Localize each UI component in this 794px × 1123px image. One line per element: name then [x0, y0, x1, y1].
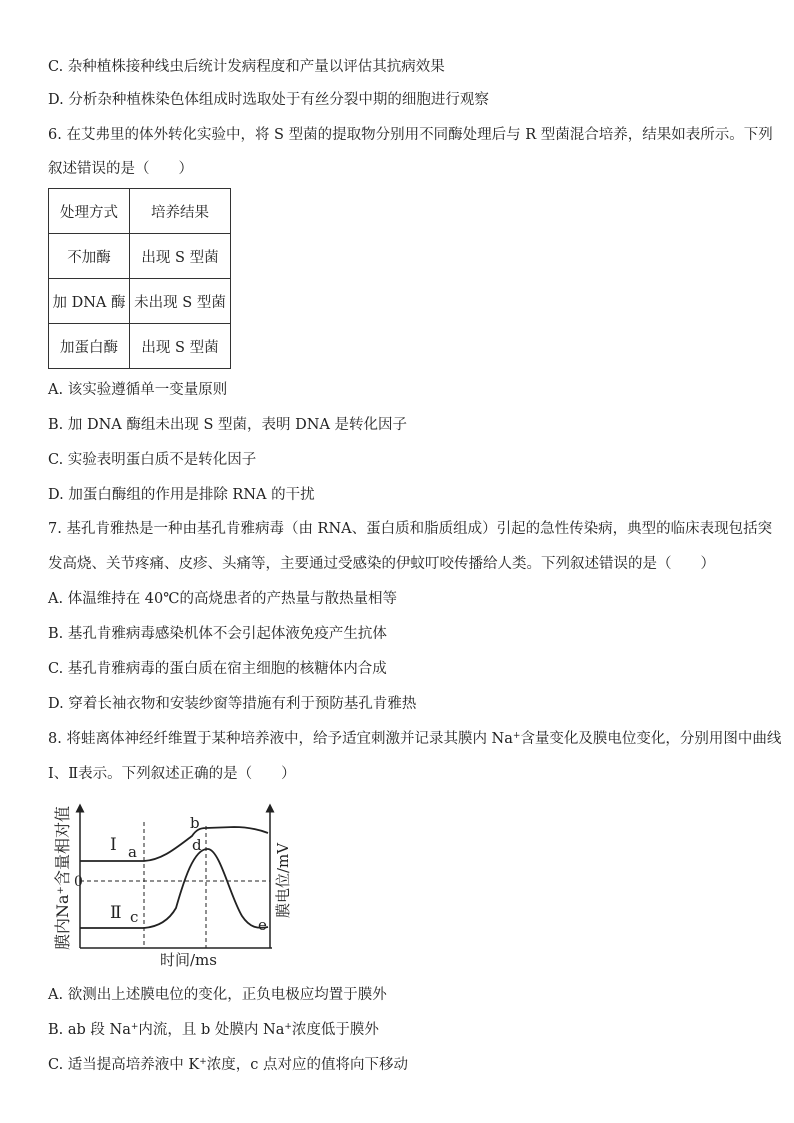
point-b-label: b	[190, 814, 200, 832]
superscript: +	[199, 1057, 207, 1067]
superscript: +	[130, 1022, 139, 1032]
q8-option-b-text: 内流，且 b 处膜内 Na	[138, 1022, 285, 1038]
table-header-cell: 培养结果	[130, 189, 231, 234]
right-axis-label: 膜电位/mV	[274, 842, 292, 918]
q8-option-b	[48, 1020, 379, 1040]
x-axis-label: 时间/ms	[160, 951, 217, 969]
table-cell: 加蛋白酶	[49, 324, 130, 369]
q6-option-d: D. 加蛋白酶组的作用是排除 RNA 的干扰	[48, 487, 315, 503]
point-c-label: c	[130, 908, 139, 926]
curve-2-label: Ⅱ	[110, 903, 122, 923]
q6-stem-line1: 6. 在艾弗里的体外转化实验中，将 S 型菌的提取物分别用不同酶处理后与 R 型菌混合培养，结果如表所示。下列	[48, 127, 773, 143]
table-row	[49, 324, 231, 369]
q8-stem-line1	[48, 729, 781, 749]
q6-option-a: A. 该实验遵循单一变量原则	[48, 382, 228, 398]
q6-result-table	[48, 188, 231, 369]
q8-option-c-text: 浓度，c 点对应的值将向下移动	[206, 1057, 409, 1073]
q8-stem-line2: Ⅰ、Ⅱ表示。下列叙述正确的是（ ）	[48, 766, 296, 782]
q7-option-d: D. 穿着长袖衣物和安装纱窗等措施有利于预防基孔肯雅热	[48, 696, 417, 712]
q7-option-a: A. 体温维持在 40℃的高烧患者的产热量与散热量相等	[48, 591, 397, 607]
table-cell: 出现 S 型菌	[130, 324, 231, 369]
table-cell: 不加酶	[49, 234, 130, 279]
q8-option-b-text: 浓度低于膜外	[291, 1022, 379, 1038]
q6-option-b: B. 加 DNA 酶组未出现 S 型菌，表明 DNA 是转化因子	[48, 417, 408, 433]
q6-stem-line2: 叙述错误的是（ ）	[48, 161, 193, 177]
point-d-label: d	[192, 836, 202, 854]
q5-option-c: C. 杂种植株接种线虫后统计发病程度和产量以评估其抗病效果	[48, 59, 445, 75]
q8-option-b-text: B. ab 段 Na	[48, 1022, 131, 1038]
q8-stem-text: 8. 将蛙离体神经纤维置于某种培养液中，给予适宜刺激并记录其膜内 Na	[48, 731, 513, 747]
q7-stem-line2: 发高烧、关节疼痛、皮疹、头痛等，主要通过受感染的伊蚊叮咬传播给人类。下列叙述错误的是（ ）	[48, 556, 715, 572]
q7-option-c: C. 基孔肯雅病毒的蛋白质在宿主细胞的核糖体内合成	[48, 661, 387, 677]
curve-1-label: Ⅰ	[110, 835, 117, 855]
table-header-row	[49, 189, 231, 234]
q8-option-c	[48, 1055, 408, 1075]
q8-stem-text: 含量变化及膜电位变化，分别用图中曲线	[520, 731, 782, 747]
q5-option-d: D. 分析杂种植株染色体组成时选取处于有丝分裂中期的细胞进行观察	[48, 92, 489, 108]
superscript: +	[512, 731, 521, 741]
point-e-label: e	[258, 916, 267, 934]
point-a-label: a	[128, 843, 137, 861]
table-cell: 未出现 S 型菌	[130, 279, 231, 324]
left-axis-label: 膜内Na⁺含量相对值	[53, 806, 72, 950]
membrane-potential-figure	[44, 800, 304, 970]
table-row	[49, 234, 231, 279]
curve-sodium-content	[80, 827, 268, 861]
table-row	[49, 279, 231, 324]
q8-option-c-text: C. 适当提高培养液中 K	[48, 1057, 200, 1073]
table-cell: 加 DNA 酶	[49, 279, 130, 324]
table-cell: 出现 S 型菌	[130, 234, 231, 279]
zero-label: 0	[74, 874, 83, 890]
table-header-cell: 处理方式	[49, 189, 130, 234]
superscript: +	[284, 1022, 292, 1032]
q7-stem-line1: 7. 基孔肯雅热是一种由基孔肯雅病毒（由 RNA、蛋白质和脂质组成）引起的急性传染病，典型的临床表现包括突	[48, 521, 773, 537]
q8-option-a: A. 欲测出上述膜电位的变化，正负电极应均置于膜外	[48, 987, 387, 1003]
q6-option-c: C. 实验表明蛋白质不是转化因子	[48, 452, 257, 468]
q7-option-b: B. 基孔肯雅病毒感染机体不会引起体液免疫产生抗体	[48, 626, 387, 642]
